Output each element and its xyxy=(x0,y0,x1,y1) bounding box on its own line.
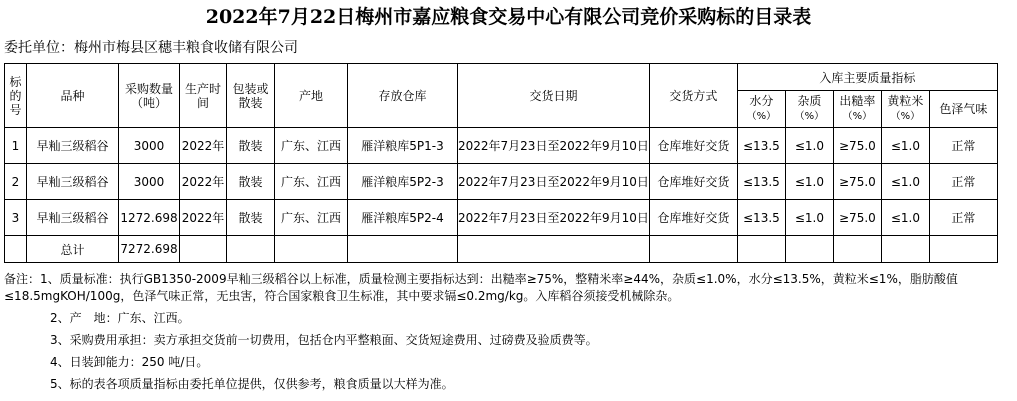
cell-empty xyxy=(5,236,27,263)
cell-quantity: 3000 xyxy=(119,128,180,164)
cell-variety: 早籼三级稻谷 xyxy=(27,164,119,200)
cell-delivery-method: 仓库堆好交货 xyxy=(649,164,737,200)
header-variety: 品种 xyxy=(27,64,119,128)
cell-packing: 散装 xyxy=(227,128,275,164)
cell-quantity: 3000 xyxy=(119,164,180,200)
notes-section xyxy=(4,271,1012,395)
cell-delivery-method: 仓库堆好交货 xyxy=(649,200,737,236)
cell-warehouse: 雁洋粮库5P2-3 xyxy=(348,164,458,200)
cell-empty xyxy=(649,236,737,263)
header-moisture-label: 水分 xyxy=(749,94,774,108)
cell-moisture: ≤13.5 xyxy=(737,128,785,164)
cell-yellow: ≤1.0 xyxy=(881,200,929,236)
table-row xyxy=(5,164,998,200)
header-yellow xyxy=(881,91,929,128)
cell-empty xyxy=(458,236,650,263)
cell-empty xyxy=(785,236,833,263)
cell-moisture: ≤13.5 xyxy=(737,164,785,200)
note-4: 4、日装卸能力：250 吨/日。 xyxy=(50,355,209,369)
cell-impurity: ≤1.0 xyxy=(785,200,833,236)
cell-packing: 散装 xyxy=(227,164,275,200)
header-yield-unit: （%） xyxy=(842,111,873,122)
table-row xyxy=(5,128,998,164)
note-5: 5、标的表各项质量指标由委托单位提供，仅供参考，粮食质量以大样为准。 xyxy=(50,377,454,391)
cell-impurity: ≤1.0 xyxy=(785,128,833,164)
page-title: 2022年7月22日梅州市嘉应粮食交易中心有限公司竞价采购标的目录表 xyxy=(205,6,812,28)
cell-empty xyxy=(737,236,785,263)
cell-quantity: 1272.698 xyxy=(119,200,180,236)
cell-empty xyxy=(227,236,275,263)
header-impurity-label: 杂质 xyxy=(797,94,822,108)
header-quality-group: 入库主要质量指标 xyxy=(737,64,997,91)
header-quantity: 采购数量（吨） xyxy=(119,64,180,128)
header-packing: 包装或散装 xyxy=(227,64,275,128)
cell-warehouse: 雁洋粮库5P1-3 xyxy=(348,128,458,164)
cell-color: 正常 xyxy=(929,128,997,164)
cell-seq: 3 xyxy=(5,200,27,236)
header-yield xyxy=(833,91,881,128)
cell-empty xyxy=(275,236,348,263)
cell-variety: 早籼三级稻谷 xyxy=(27,128,119,164)
header-impurity xyxy=(785,91,833,128)
cell-origin: 广东、江西 xyxy=(275,128,348,164)
cell-delivery-date: 2022年7月23日至2022年9月10日 xyxy=(458,200,650,236)
cell-warehouse: 雁洋粮库5P2-4 xyxy=(348,200,458,236)
header-yellow-unit: （%） xyxy=(890,111,921,122)
note-3: 3、采购费用承担：卖方承担交货前一切费用，包括仓内平整粮面、交货短途费用、过磅费及验质费等。 xyxy=(50,333,598,347)
total-quantity: 7272.698 xyxy=(119,236,180,263)
table-row xyxy=(5,200,998,236)
cell-empty xyxy=(348,236,458,263)
cell-yield: ≥75.0 xyxy=(833,200,881,236)
header-delivery-method: 交货方式 xyxy=(649,64,737,128)
header-moisture xyxy=(737,91,785,128)
cell-variety: 早籼三级稻谷 xyxy=(27,200,119,236)
cell-empty xyxy=(929,236,997,263)
cell-yellow: ≤1.0 xyxy=(881,164,929,200)
header-moisture-unit: （%） xyxy=(746,111,777,122)
cell-yield: ≥75.0 xyxy=(833,128,881,164)
cell-year: 2022年 xyxy=(180,200,227,236)
header-row xyxy=(5,64,998,91)
header-yellow-label: 黄粒米 xyxy=(887,94,924,108)
cell-seq: 2 xyxy=(5,164,27,200)
header-impurity-unit: （%） xyxy=(794,111,825,122)
cell-year: 2022年 xyxy=(180,128,227,164)
note-2: 2、产 地：广东、江西。 xyxy=(50,311,190,325)
cell-origin: 广东、江西 xyxy=(275,164,348,200)
cell-delivery-date: 2022年7月23日至2022年9月10日 xyxy=(458,128,650,164)
header-origin: 产地 xyxy=(275,64,348,128)
header-year: 生产时间 xyxy=(180,64,227,128)
cell-color: 正常 xyxy=(929,200,997,236)
header-delivery-date: 交货日期 xyxy=(458,64,650,128)
cell-color: 正常 xyxy=(929,164,997,200)
cell-moisture: ≤13.5 xyxy=(737,200,785,236)
cell-empty xyxy=(881,236,929,263)
cell-delivery-method: 仓库堆好交货 xyxy=(649,128,737,164)
cell-packing: 散装 xyxy=(227,200,275,236)
total-label: 总计 xyxy=(27,236,119,263)
note-1: 备注：1、质量标准：执行GB1350-2009早籼三级稻谷以上标准，质量检测主要指标达到：出糙率≥75%，整精米率≥44%，杂质≤1.0%，水分≤13.5%，黄粒米≤1%，脂肪酸值≤18.5mgKOH/100g，色泽气味正常，无虫害，符合国家粮食卫生标准，其中要求镉≤0.2mg/kg。入库稻谷须接受机械除杂。 xyxy=(4,272,958,303)
header-seq: 标的号 xyxy=(5,64,27,128)
catalog-table xyxy=(4,63,998,263)
cell-seq: 1 xyxy=(5,128,27,164)
cell-yield: ≥75.0 xyxy=(833,164,881,200)
header-yield-label: 出糙率 xyxy=(839,94,876,108)
header-color: 色泽气味 xyxy=(929,91,997,128)
cell-impurity: ≤1.0 xyxy=(785,164,833,200)
client-unit: 委托单位：梅州市梅县区穗丰粮食收储有限公司 xyxy=(4,40,298,56)
cell-empty xyxy=(833,236,881,263)
cell-origin: 广东、江西 xyxy=(275,200,348,236)
cell-yellow: ≤1.0 xyxy=(881,128,929,164)
cell-delivery-date: 2022年7月23日至2022年9月10日 xyxy=(458,164,650,200)
header-warehouse: 存放仓库 xyxy=(348,64,458,128)
cell-year: 2022年 xyxy=(180,164,227,200)
total-row xyxy=(5,236,998,263)
cell-empty xyxy=(180,236,227,263)
